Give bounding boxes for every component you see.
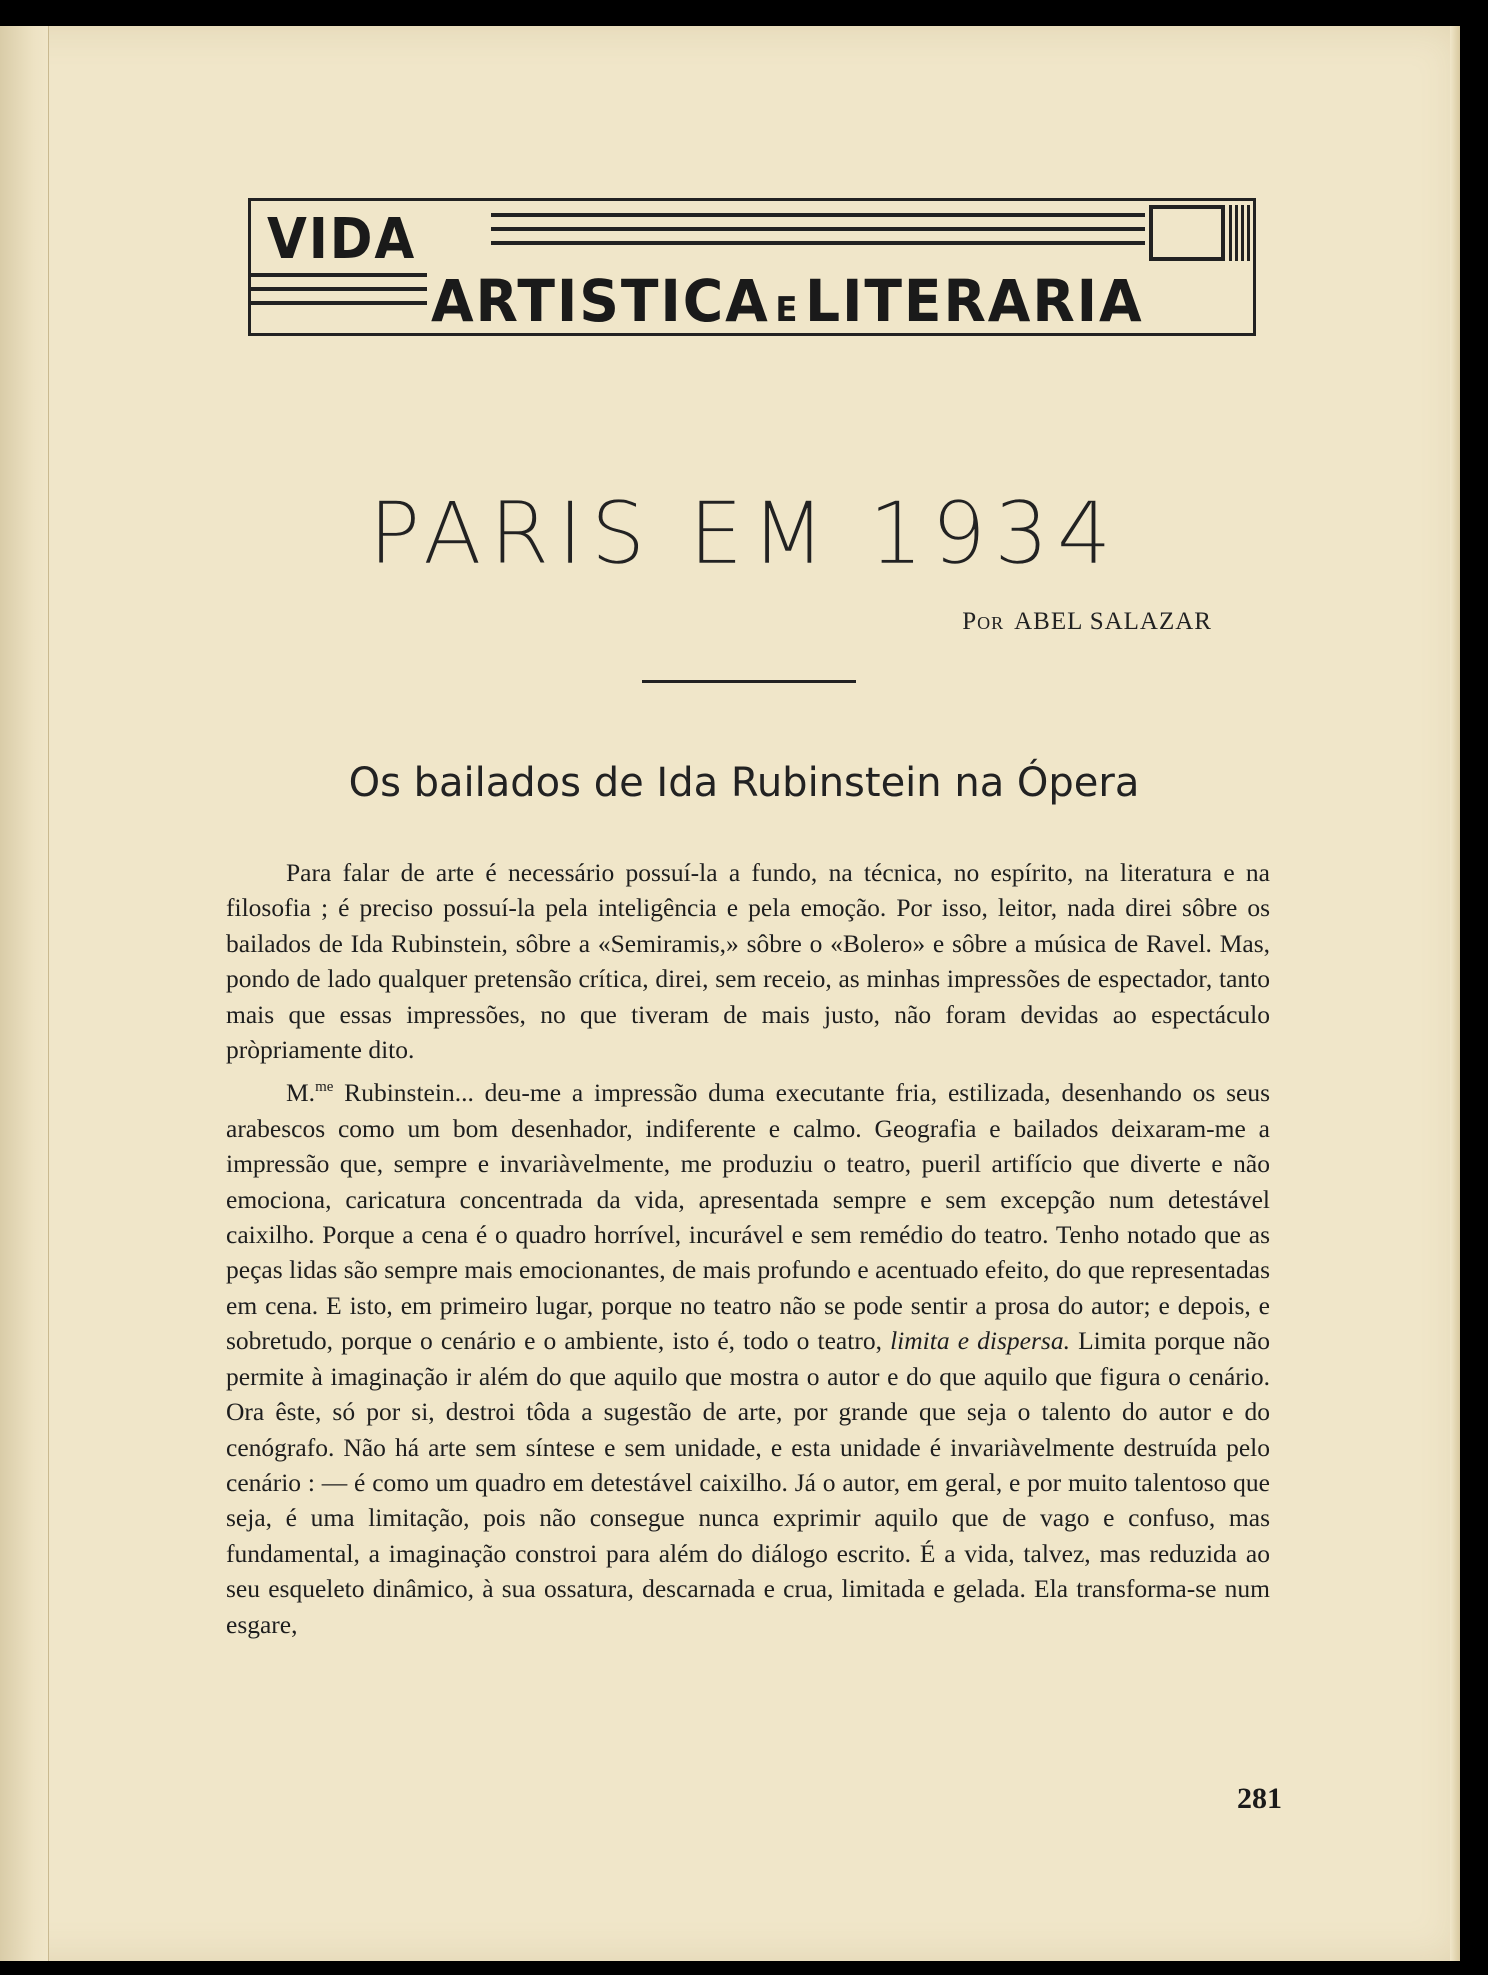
honorific: M. bbox=[286, 1078, 316, 1108]
article-subtitle: Os bailados de Ida Rubinstein na Ópera bbox=[348, 760, 1140, 806]
masthead-rule bbox=[251, 273, 427, 277]
page-edge bbox=[1450, 26, 1460, 1961]
masthead-word-e: E bbox=[775, 290, 800, 330]
masthead-line2 bbox=[431, 267, 1144, 335]
byline-author: ABEL SALAZAR bbox=[1014, 608, 1212, 635]
masthead-rule bbox=[491, 241, 1145, 245]
masthead-word-literaria: LITERARIA bbox=[805, 267, 1144, 335]
title-divider bbox=[642, 680, 856, 683]
byline bbox=[962, 608, 1212, 636]
byline-prefix: Por bbox=[962, 608, 1005, 635]
paragraph-text: Limita porque não permite à imaginação ir além do que aquilo que mostra o autor e do que aquilo que figura o cenário. Ora êste, só por si, destroi tôda a sugestão de arte, por grande que seja o talento do autor e do cenógrafo. Não há arte sem síntese e sem unidade, e esta unidade é invariàvelmente destruída pelo cenário : — é como um quadro em detestável caixilho. Já o autor, em geral, e por muito talentoso que seja, é uma limitação, pois não consegue nunca exprimir aquilo que de vago e confuso, mas fundamental, a imaginação constroi para além do diálogo escrito. É a vida, talvez, mas reduzida ao seu esqueleto dinâmico, à sua ossatura, descarnada e crua, limitada e gelada. Ela transforma-se num esgare, bbox=[226, 1326, 1270, 1639]
article-title: PARIS EM 1934 bbox=[368, 484, 1120, 584]
masthead-rule bbox=[251, 301, 427, 305]
paragraph bbox=[226, 1070, 1270, 1642]
paragraph-text: Rubinstein... deu-me a impressão duma executante fria, estilizada, desenhando os seus arabescos como um bom desenhador, indiferente e calmo. Geografia e bailados deixaram-me a impressão que, sempre e invariàvelmente, me produziu o teatro, pueril artifício que diverte e não emociona, caricatura concentrada da vida, apresentada sempre e sem excepção num detestável caixilho. Porque a cena é o quadro horrível, incurável e sem remédio do teatro. Tenho notado que as peças lidas são sempre mais emocionantes, de mais profundo e acentuado efeito, do que representadas em cena. E isto, em primeiro lugar, porque no teatro não se pode sentir a prosa do autor; e depois, e sobretudo, porque o cenário e o ambiente, isto é, todo o teatro, bbox=[226, 1078, 1270, 1356]
section-masthead bbox=[248, 198, 1256, 336]
masthead-rule bbox=[251, 287, 427, 291]
masthead-line1: VIDA bbox=[267, 207, 417, 272]
page-number: 281 bbox=[1237, 1782, 1282, 1815]
masthead-box-ornament bbox=[1149, 205, 1225, 261]
italic-phrase: limita e dispersa. bbox=[890, 1326, 1070, 1356]
article-body bbox=[226, 855, 1270, 1642]
honorific-superscript: me bbox=[315, 1079, 334, 1096]
masthead-rule bbox=[491, 227, 1145, 231]
masthead-rule bbox=[491, 213, 1145, 217]
masthead-word-artistica: ARTISTICA bbox=[431, 267, 770, 335]
paragraph: Para falar de arte é necessário possuí-la a fundo, na técnica, no espírito, na literatura e na filosofia ; é preciso possuí-la pela inteligência e pela emoção. Por isso, leitor, nada direi sôbre os bailados de Ida Rubinstein, sôbre a «Semiramis,» sôbre o «Bolero» e sôbre a música de Ravel. Mas, pondo de lado qualquer pretensão crítica, direi, sem receio, as minhas impressões de espectador, tanto mais que essas impressões, no que tiveram de mais justo, não foram devidas ao espectáculo pròpriamente dito. bbox=[226, 858, 1270, 1065]
masthead-bars-ornament bbox=[1229, 205, 1253, 261]
book-gutter bbox=[0, 26, 49, 1961]
